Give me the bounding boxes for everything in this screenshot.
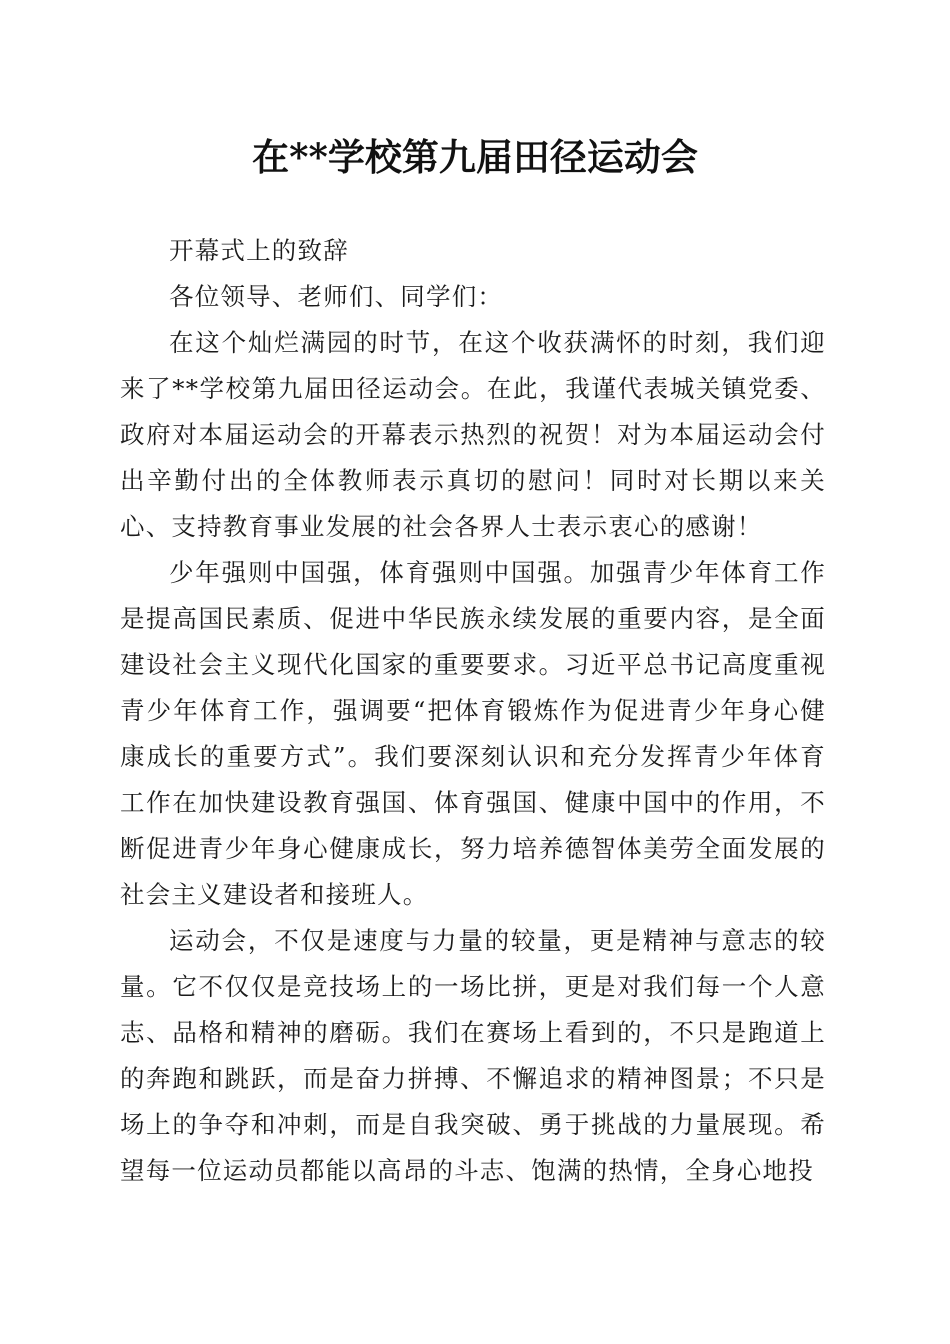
speech-subtitle: 开幕式上的致辞 bbox=[169, 236, 349, 265]
paragraph-opening: 在这个灿烂满园的时节，在这个收获满怀的时刻，我们迎来了**学校第九届田径运动会。在此，我谨代表城关镇党委、政府对本届运动会的开幕表示热烈的祝贺！对为本届运动会付出辛勤付出的全体教师表示真切的慰问！同时对长期以来关心、支持教育事业发展的社会各界人士表示衷心的感谢！ bbox=[120, 328, 826, 541]
paragraph-sports-meet: 运动会，不仅是速度与力量的较量，更是精神与意志的较量。它不仅仅是竞技场上的一场比拼，更是对我们每一个人意志、品格和精神的磨砺。我们在赛场上看到的，不只是跑道上的奔跑和跳跃，而是奋力拼搏、不懈追求的精神图景；不只是场上的争夺和冲刺，而是自我突破、勇于挑战的力量展现。希望每一位运动员都能以高昂的斗志、饱满的热情，全身心地投 bbox=[120, 926, 826, 1185]
salutation: 各位领导、老师们、同学们： bbox=[169, 282, 504, 311]
document-body bbox=[120, 228, 826, 1194]
document-title: 在**学校第九届田径运动会 bbox=[252, 135, 698, 179]
paragraph-youth-sports: 少年强则中国强，体育强则中国强。加强青少年体育工作是提高国民素质、促进中华民族永续发展的重要内容，是全面建设社会主义现代化国家的重要要求。习近平总书记高度重视青少年体育工作，强调要“把体育锻炼作为促进青少年身心健康成长的重要方式”。我们要深刻认识和充分发挥青少年体育工作在加快建设教育强国、体育强国、健康中国中的作用，不断促进青少年身心健康成长，努力培养德智体美劳全面发展的社会主义建设者和接班人。 bbox=[120, 558, 826, 909]
